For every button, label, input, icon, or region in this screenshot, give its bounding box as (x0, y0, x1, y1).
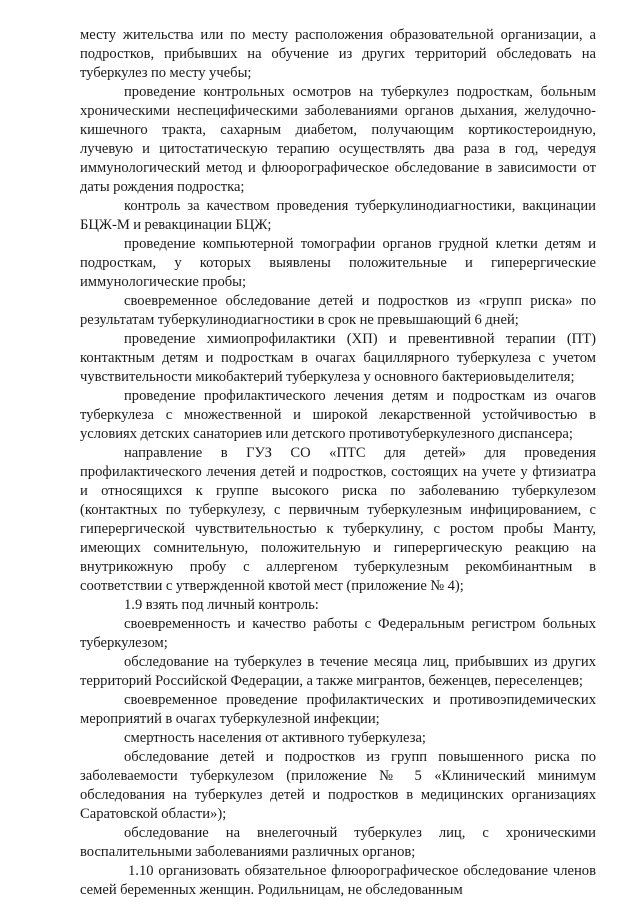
paragraph-12: своевременное проведение профилактических и противоэпидемических мероприятий в очагах туберкулезной инфекции; (80, 692, 596, 727)
paragraph-15: обследование на внелегочный туберкулез лиц, с хроническими воспалительными заболеваниями различных органов; (80, 825, 596, 860)
paragraph-3: контроль за качеством проведения туберкулинодиагностики, вакцинации БЦЖ-М и ревакцинации БЦЖ; (80, 198, 596, 233)
paragraph-5: своевременное обследование детей и подростков из «групп риска» по результатам туберкулинодиагностики в срок не превышающий 6 дней; (80, 293, 596, 328)
paragraph-16: 1.10 организовать обязательное флюорографическое обследование членов семей беременных женщин. Родильницам, не обследованным (80, 863, 596, 898)
paragraph-4: проведение компьютерной томографии органов грудной клетки детям и подросткам, у которых выявлены положительные и гиперергические иммунологические пробы; (80, 236, 596, 290)
document-page (80, 0, 596, 904)
paragraph-10: своевременность и качество работы с Федеральным регистром больных туберкулезом; (80, 616, 596, 651)
paragraph-13: смертность населения от активного туберкулеза; (124, 730, 426, 746)
paragraph-14: обследование детей и подростков из групп повышенного риска по заболеваемости туберкулезом (приложение № 5 «Клинический минимум обследования на туберкулез детей и подростков в медицинских организациях Саратовской области»); (80, 749, 596, 822)
paragraph-9: 1.9 взять под личный контроль: (124, 597, 319, 613)
paragraph-2: проведение контрольных осмотров на туберкулез подросткам, больным хроническими неспецифическими заболеваниями органов дыхания, желудочно-кишечного тракта, сахарным диабетом, получающим кортикостероидную, лучевую и цитостатическую терапию осуществлять два раза в год, чередуя иммунологический метод и флюорографическое обследование в зависимости от даты рождения подростка; (80, 84, 596, 195)
paragraph-8: направление в ГУЗ СО «ПТС для детей» для проведения профилактического лечения детей и подростков, состоящих на учете у фтизиатра и относящихся к группе высокого риска по заболеванию туберкулезом (контактных по туберкулезу, с первичным туберкулезным инфицированием, с гиперергической чувствительностью к туберкулину, с ростом пробы Манту, имеющих сомнительную, положительную и гиперергическую реакцию на внутрикожную пробу с аллергеном туберкулезным рекомбинантным в соответствии с утвержденной квотой мест (приложение № 4); (80, 445, 596, 594)
paragraph-1: месту жительства или по месту расположения образовательной организации, а подростков, прибывших на обучение из других территорий обследовать на туберкулез по месту учебы; (80, 27, 596, 81)
paragraph-11: обследование на туберкулез в течение месяца лиц, прибывших из других территорий Российской Федерации, а также мигрантов, беженцев, переселенцев; (80, 654, 596, 689)
paragraph-6: проведение химиопрофилактики (ХП) и превентивной терапии (ПТ) контактным детям и подросткам в очагах бациллярного туберкулеза с учетом чувствительности микобактерий туберкулеза у основного бактериовыделителя; (80, 331, 596, 385)
paragraph-7: проведение профилактического лечения детям и подросткам из очагов туберкулеза с множественной и широкой лекарственной устойчивостью в условиях детских санаториев или детского противотуберкулезного диспансера; (80, 388, 596, 442)
